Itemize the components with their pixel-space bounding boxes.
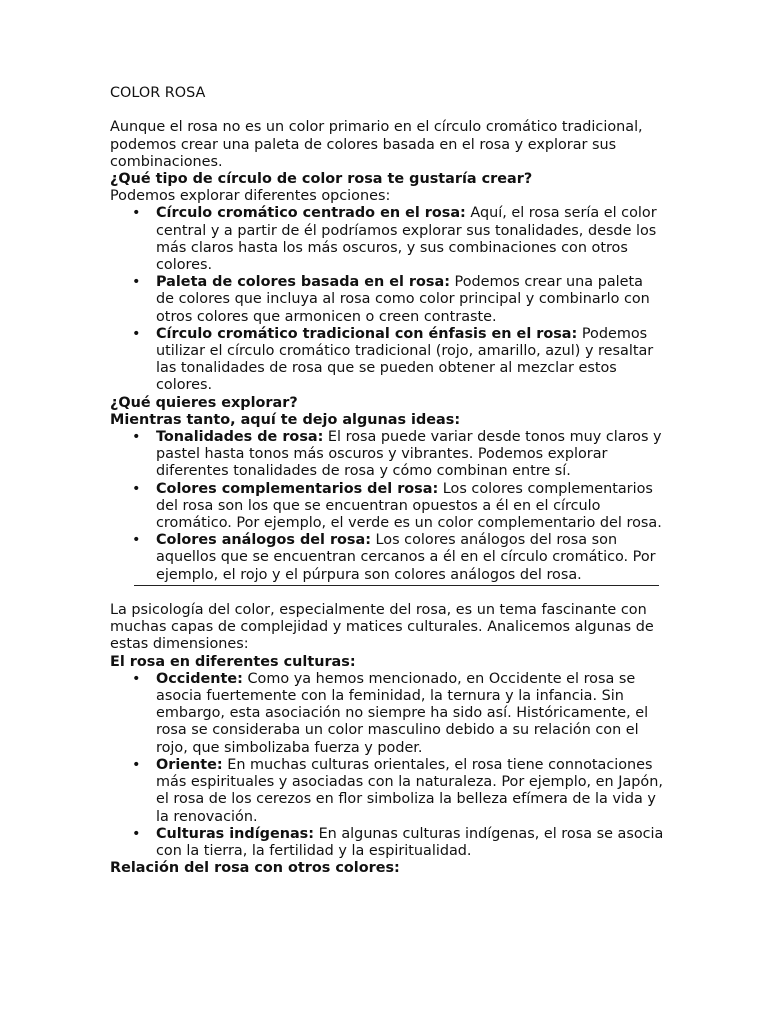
options-list <box>110 205 665 394</box>
relations-heading: Relación del rosa con otros colores: <box>110 860 400 877</box>
item-text: Como ya hemos mencionado, en Occidente el rosa se asocia fuertemente con la feminidad, la ternura y la infancia. Sin embargo, esta asociación no siempre ha sido así. Históricamente, el rosa se consideraba un color masculino debido a su relación con el rojo, que simbolizaba fuerza y poder. <box>156 670 649 756</box>
item-term: Culturas indígenas: <box>156 825 314 842</box>
item-term: Occidente: <box>156 670 243 687</box>
item-term: Colores complementarios del rosa: <box>156 480 439 497</box>
item-term: Oriente: <box>156 756 223 773</box>
item-term: Círculo cromático centrado en el rosa: <box>156 205 466 222</box>
item-term: Círculo cromático tradicional con énfasis en el rosa: <box>156 325 578 342</box>
intro-paragraph: Aunque el rosa no es un color primario en el círculo cromático tradicional, podemos crear una paleta de colores basada en el rosa y explorar sus combinaciones. <box>110 119 643 170</box>
list-item <box>156 481 665 533</box>
horizontal-divider <box>134 585 659 586</box>
list-item <box>156 757 665 826</box>
question-heading-1: ¿Qué tipo de círculo de color rosa te gustaría crear? <box>110 171 533 187</box>
item-text: Podemos utilizar el círculo cromático tradicional (rojo, amarillo, azul) y resaltar las tonalidades de rosa que se pueden obtener al mezclar estos colores. <box>156 325 654 394</box>
question-heading-2: ¿Qué quieres explorar? <box>110 394 298 411</box>
ideas-list <box>110 429 665 584</box>
item-term: Colores análogos del rosa: <box>156 532 371 549</box>
list-item <box>156 826 665 860</box>
item-text: Aquí, el rosa sería el color central y a partir de él podríamos explorar sus tonalidades, desde los más claros hasta los más oscuros, y sus combinaciones con otros colores. <box>156 205 657 274</box>
list-item <box>156 326 665 395</box>
list-item <box>156 205 665 274</box>
item-term: Tonalidades de rosa: <box>156 429 324 446</box>
list-item <box>156 274 665 326</box>
item-term: Paleta de colores basada en el rosa: <box>156 274 450 291</box>
item-text: En muchas culturas orientales, el rosa tiene connotaciones más espirituales y asociadas con la naturaleza. Por ejemplo, en Japón, el rosa de los cerezos en flor simboliza la belleza efímera de la vida y la renovación. <box>156 756 663 825</box>
document-title: COLOR ROSA <box>110 85 206 101</box>
cultures-list <box>110 671 665 860</box>
cultures-heading: El rosa en diferentes culturas: <box>110 653 356 670</box>
item-text: Los colores complementarios del rosa son los que se encuentran opuestos a él en el círculo cromático. Por ejemplo, el verde es un color complementario del rosa. <box>156 480 662 532</box>
document-page <box>110 85 665 877</box>
psychology-intro: La psicología del color, especialmente del rosa, es un tema fascinante con muchas capas de complejidad y matices culturales. Analicemos algunas de estas dimensiones: <box>110 602 654 653</box>
ideas-heading: Mientras tanto, aquí te dejo algunas ideas: <box>110 411 461 428</box>
item-text: En algunas culturas indígenas, el rosa se asocia con la tierra, la fertilidad y la espiritualidad. <box>156 825 664 859</box>
list-item <box>156 429 665 481</box>
item-text: El rosa puede variar desde tonos muy claros y pastel hasta tonos más oscuros y vibrantes. Podemos explorar diferentes tonalidades de rosa y cómo combinan entre sí. <box>156 429 662 480</box>
item-text: Los colores análogos del rosa son aquellos que se encuentran cercanos a él en el círculo cromático. Por ejemplo, el rojo y el púrpura son colores análogos del rosa. <box>156 532 656 583</box>
item-text: Podemos crear una paleta de colores que incluya al rosa como color principal y combinarlo con otros colores que armonicen o creen contraste. <box>156 274 650 325</box>
list-item <box>156 532 665 584</box>
list-item <box>156 671 665 757</box>
options-intro: Podemos explorar diferentes opciones: <box>110 188 391 205</box>
